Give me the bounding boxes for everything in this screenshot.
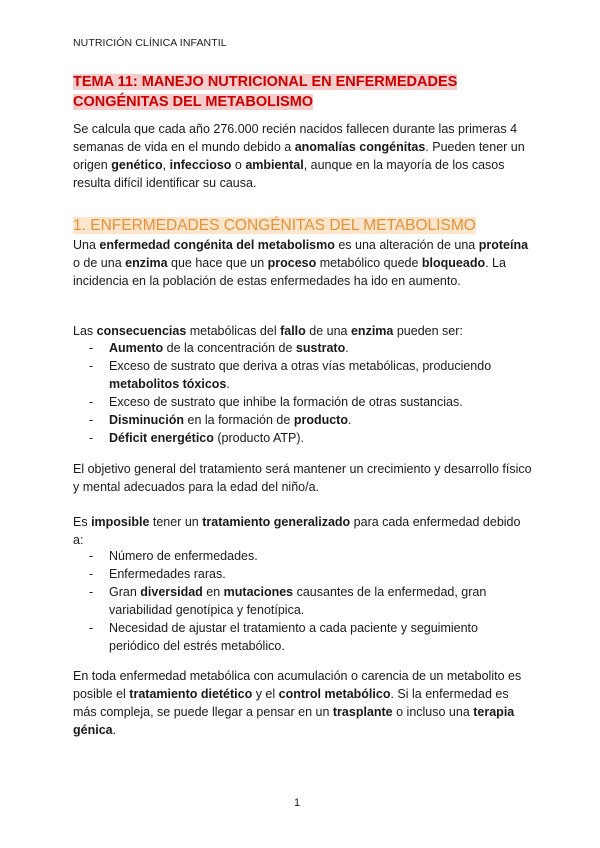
bold-text: imposible [91, 515, 150, 529]
impossible-intro [73, 513, 533, 549]
list-item [89, 565, 529, 583]
page-header: NUTRICIÓN CLÍNICA INFANTIL [73, 37, 227, 49]
bold-text: trasplante [332, 705, 393, 719]
section-heading [73, 216, 476, 236]
text: Se calcula que cada año 276.000 recién nacidos fallecen durante las primeras 4 semanas de vida en el mundo debido a [73, 122, 518, 154]
text: Una [73, 238, 100, 252]
text: en [202, 585, 224, 599]
list-item [89, 429, 529, 447]
bold-text: enzima [350, 324, 394, 338]
bold-text: Disminución [109, 413, 185, 427]
list-item [89, 583, 529, 619]
bold-text: mutaciones [223, 585, 294, 599]
bold-text: tratamiento generalizado [202, 515, 351, 529]
bold-text: diversidad [140, 585, 203, 599]
reasons-list [89, 547, 529, 655]
text: En toda enfermedad metabólica con acumulación o carencia de un metabolito es posible el [73, 669, 522, 701]
text: metabólico quede [316, 256, 422, 270]
bold-text: ambiental [245, 158, 304, 172]
text: . [345, 341, 349, 355]
text: . [347, 413, 352, 427]
title-line-1: TEMA 11: MANEJO NUTRICIONAL EN ENFERMEDADES [73, 74, 458, 90]
bold-text: infeccioso [169, 158, 232, 172]
list-item [89, 393, 529, 411]
bold-text: Aumento [109, 341, 164, 355]
bold-text: sustrato [295, 341, 346, 355]
text: Enfermedades raras. [109, 567, 226, 581]
bold-text: producto [293, 413, 348, 427]
text: Es [73, 515, 92, 529]
bold-text: anomalías congénitas [294, 140, 426, 154]
objective-paragraph: El objetivo general del tratamiento será mantener un crecimiento y desarrollo físico y mental adecuados para la edad del niño/a. [73, 462, 532, 494]
closing-paragraph [73, 667, 533, 739]
text: Exceso de sustrato que inhibe la formación de otras sustancias. [109, 395, 463, 409]
bold-text: consecuencias [96, 324, 187, 338]
bold-text: Déficit energético [109, 431, 214, 445]
list-item [89, 339, 529, 357]
page-number: 1 [294, 797, 301, 809]
bold-text: enzima [125, 256, 168, 270]
list-item [89, 619, 529, 655]
text: Exceso de sustrato que deriva a otras vías metabólicas, produciendo [109, 359, 492, 373]
text: o [231, 158, 246, 172]
text: . Pueden tener un origen [73, 140, 525, 172]
text: Gran [109, 585, 141, 599]
consequences-list [89, 339, 529, 447]
text: Número de enfermedades. [109, 549, 258, 563]
consequences-intro [73, 322, 533, 340]
text: o de una [73, 256, 126, 270]
bold-text: enfermedad congénita del metabolismo [99, 238, 335, 252]
text: (producto ATP). [213, 431, 304, 445]
text: Las [73, 324, 97, 338]
text: y el [252, 687, 279, 701]
title-line-2: CONGÉNITAS DEL METABOLISMO [73, 94, 314, 110]
section-heading-text: 1. ENFERMEDADES CONGÉNITAS DEL METABOLISMO [73, 217, 476, 234]
text: . La incidencia en la población de estas enfermedades ha ido en aumento. [73, 256, 506, 288]
text: . [226, 377, 230, 391]
text: de una [305, 324, 351, 338]
text: en la formación de [184, 413, 294, 427]
bold-text: fallo [280, 324, 306, 338]
text: causantes de la enfermedad, gran variabilidad genotípica y fenotípica. [109, 585, 487, 617]
bold-text: control metabólico [278, 687, 391, 701]
text: , [162, 158, 170, 172]
bold-text: genético [111, 158, 163, 172]
text: de la concentración de [163, 341, 296, 355]
intro-paragraph [73, 120, 533, 192]
text: que hace que un [167, 256, 268, 270]
bold-text: proceso [267, 256, 317, 270]
bold-text: proteína [478, 238, 529, 252]
text: . Si la enfermedad es más compleja, se puede llegar a pensar en un [73, 687, 509, 719]
bold-text: tratamiento dietético [129, 687, 253, 701]
list-item [89, 547, 529, 565]
text: metabólicas del [186, 324, 281, 338]
bold-text: bloqueado [421, 256, 486, 270]
text: . [112, 723, 117, 737]
text: tener un [149, 515, 203, 529]
text: , aunque en la mayoría de los casos resulta difícil identificar su causa. [73, 158, 505, 190]
text: para cada enfermedad debido a: [73, 515, 521, 547]
bold-text: metabolitos tóxicos [109, 377, 227, 391]
text: pueden ser: [393, 324, 463, 338]
text: es una alteración de una [334, 238, 479, 252]
page-title [73, 72, 543, 112]
text: o incluso una [392, 705, 474, 719]
text: Necesidad de ajustar el tratamiento a cada paciente y seguimiento periódico del estrés metabólico. [109, 621, 478, 653]
list-item [89, 357, 529, 393]
definition-paragraph [73, 236, 533, 290]
bold-text: terapia génica [73, 705, 515, 737]
list-item [89, 411, 529, 429]
